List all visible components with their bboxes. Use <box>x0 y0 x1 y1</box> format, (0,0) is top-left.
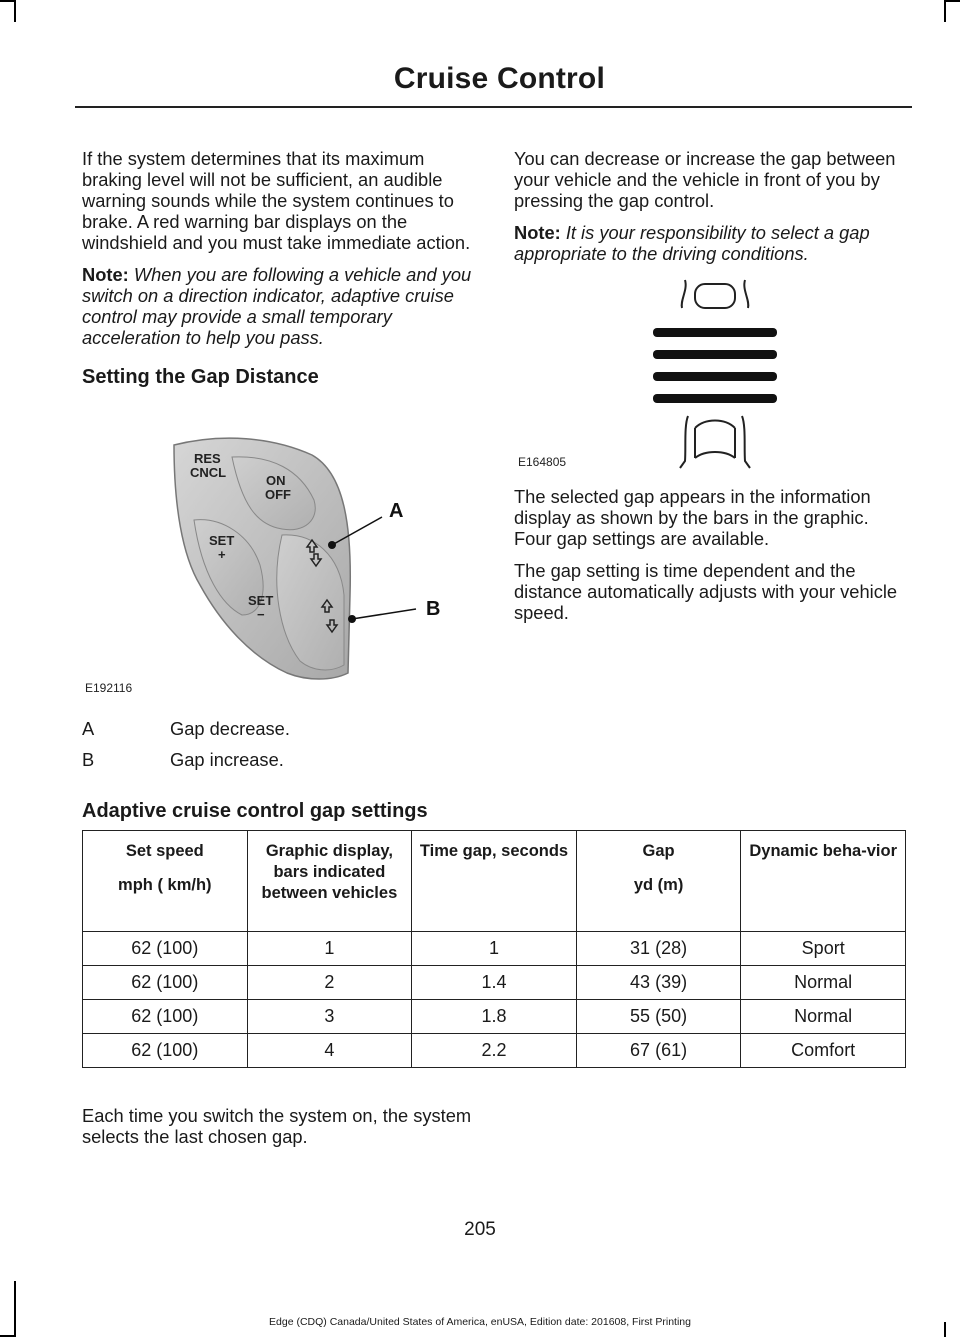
crop-mark <box>14 0 16 22</box>
column-header: Set speed mph ( km/h) <box>83 831 248 932</box>
definition-key: A <box>82 718 95 739</box>
cell: 1.8 <box>412 1000 577 1034</box>
gap-bar <box>653 394 777 403</box>
gap-time-paragraph: The gap setting is time dependent and the distance automatically adjusts with your vehicle speed. <box>514 560 898 623</box>
crop-mark <box>0 0 14 2</box>
off-label: OFF <box>265 487 291 502</box>
gap-settings-table <box>82 830 906 1068</box>
gap-control-paragraph: You can decrease or increase the gap between your vehicle and the vehicle in front of you by pressing the gap control. <box>514 148 896 211</box>
cell: 3 <box>247 1000 412 1034</box>
definition-row <box>82 749 482 780</box>
cell: 62 (100) <box>83 932 248 966</box>
definition-text: Gap increase. <box>170 749 284 770</box>
cell: 4 <box>247 1034 412 1068</box>
figure-code-left: E192116 <box>85 681 133 695</box>
crop-mark <box>14 1281 16 1337</box>
note-direction-indicator <box>82 264 477 348</box>
cell: 1.4 <box>412 966 577 1000</box>
note-label: Note: <box>514 222 561 243</box>
cell: 62 (100) <box>83 966 248 1000</box>
note-text: When you are following a vehicle and you switch on a direction indicator, adaptive cruise control may provide a small temporary acceleration to help you pass. <box>82 264 472 348</box>
header-rule <box>75 106 912 108</box>
steering-switch-figure <box>82 425 462 695</box>
column-header: Gap yd (m) <box>576 831 741 932</box>
cell: 55 (50) <box>576 1000 741 1034</box>
callout-b-label: B <box>426 598 441 620</box>
callout-definitions <box>82 718 482 780</box>
res-label: RES <box>194 451 221 466</box>
closing-paragraph: Each time you switch the system on, the system selects the last chosen gap. <box>82 1105 472 1147</box>
column-header: Dynamic beha-vior <box>741 831 906 932</box>
column-header: Graphic display, bars indicated between vehicles <box>247 831 412 932</box>
own-vehicle-icon <box>680 416 750 468</box>
right-column-lower <box>514 486 909 634</box>
page-number: 205 <box>464 1219 496 1240</box>
cell: Sport <box>741 932 906 966</box>
set-minus-label: SET <box>248 593 274 608</box>
cell: 62 (100) <box>83 1000 248 1034</box>
table-row <box>83 1034 906 1068</box>
cell: Normal <box>741 1000 906 1034</box>
table-title: Adaptive cruise control gap settings <box>82 800 428 822</box>
definition-row <box>82 718 482 749</box>
cell: 43 (39) <box>576 966 741 1000</box>
gap-display-paragraph: The selected gap appears in the information display as shown by the bars in the graphic. Four gap settings are available. <box>514 486 871 549</box>
left-column <box>82 148 477 389</box>
note-text: It is your responsibility to select a gap appropriate to the driving conditions. <box>514 222 870 264</box>
cell: Comfort <box>741 1034 906 1068</box>
table-header-row <box>83 831 906 932</box>
crop-mark <box>944 0 946 22</box>
cell: 62 (100) <box>83 1034 248 1068</box>
note-responsibility <box>514 222 909 264</box>
lead-vehicle-icon <box>682 280 749 308</box>
definition-key: B <box>82 749 95 770</box>
gap-display-figure <box>650 278 780 472</box>
column-header: Time gap, seconds <box>412 831 577 932</box>
page-footer: Edge (CDQ) Canada/United States of America, enUSA, Edition date: 201608, First Printing <box>269 1316 691 1328</box>
cncl-label: CNCL <box>190 465 227 480</box>
table-row <box>83 1000 906 1034</box>
minus-sign: − <box>257 607 265 622</box>
callout-a-label: A <box>389 500 404 522</box>
gap-bar <box>653 350 777 359</box>
section-heading: Setting the Gap Distance <box>82 366 319 388</box>
gap-bar <box>653 372 777 381</box>
cell: 1 <box>412 932 577 966</box>
callout-b-line <box>352 609 416 619</box>
cell: 1 <box>247 932 412 966</box>
plus-sign: + <box>218 547 226 562</box>
cell: Normal <box>741 966 906 1000</box>
crop-mark <box>946 0 960 2</box>
page-title: Cruise Control <box>393 62 605 95</box>
cell: 2.2 <box>412 1034 577 1068</box>
note-label: Note: <box>82 264 129 285</box>
gap-bar <box>653 328 777 337</box>
figure-code-right: E164805 <box>518 455 567 469</box>
on-label: ON <box>266 473 286 488</box>
cell: 67 (61) <box>576 1034 741 1068</box>
table-row <box>83 932 906 966</box>
cell: 31 (28) <box>576 932 741 966</box>
right-column <box>514 148 909 275</box>
cell: 2 <box>247 966 412 1000</box>
braking-warning-paragraph: If the system determines that its maximum braking level will not be sufficient, an audible warning sounds while the system continues to brake. A red warning bar displays on the windshield and you must take immediate action. <box>82 148 471 253</box>
set-plus-label: SET <box>209 533 235 548</box>
definition-text: Gap decrease. <box>170 718 290 739</box>
table-row <box>83 966 906 1000</box>
